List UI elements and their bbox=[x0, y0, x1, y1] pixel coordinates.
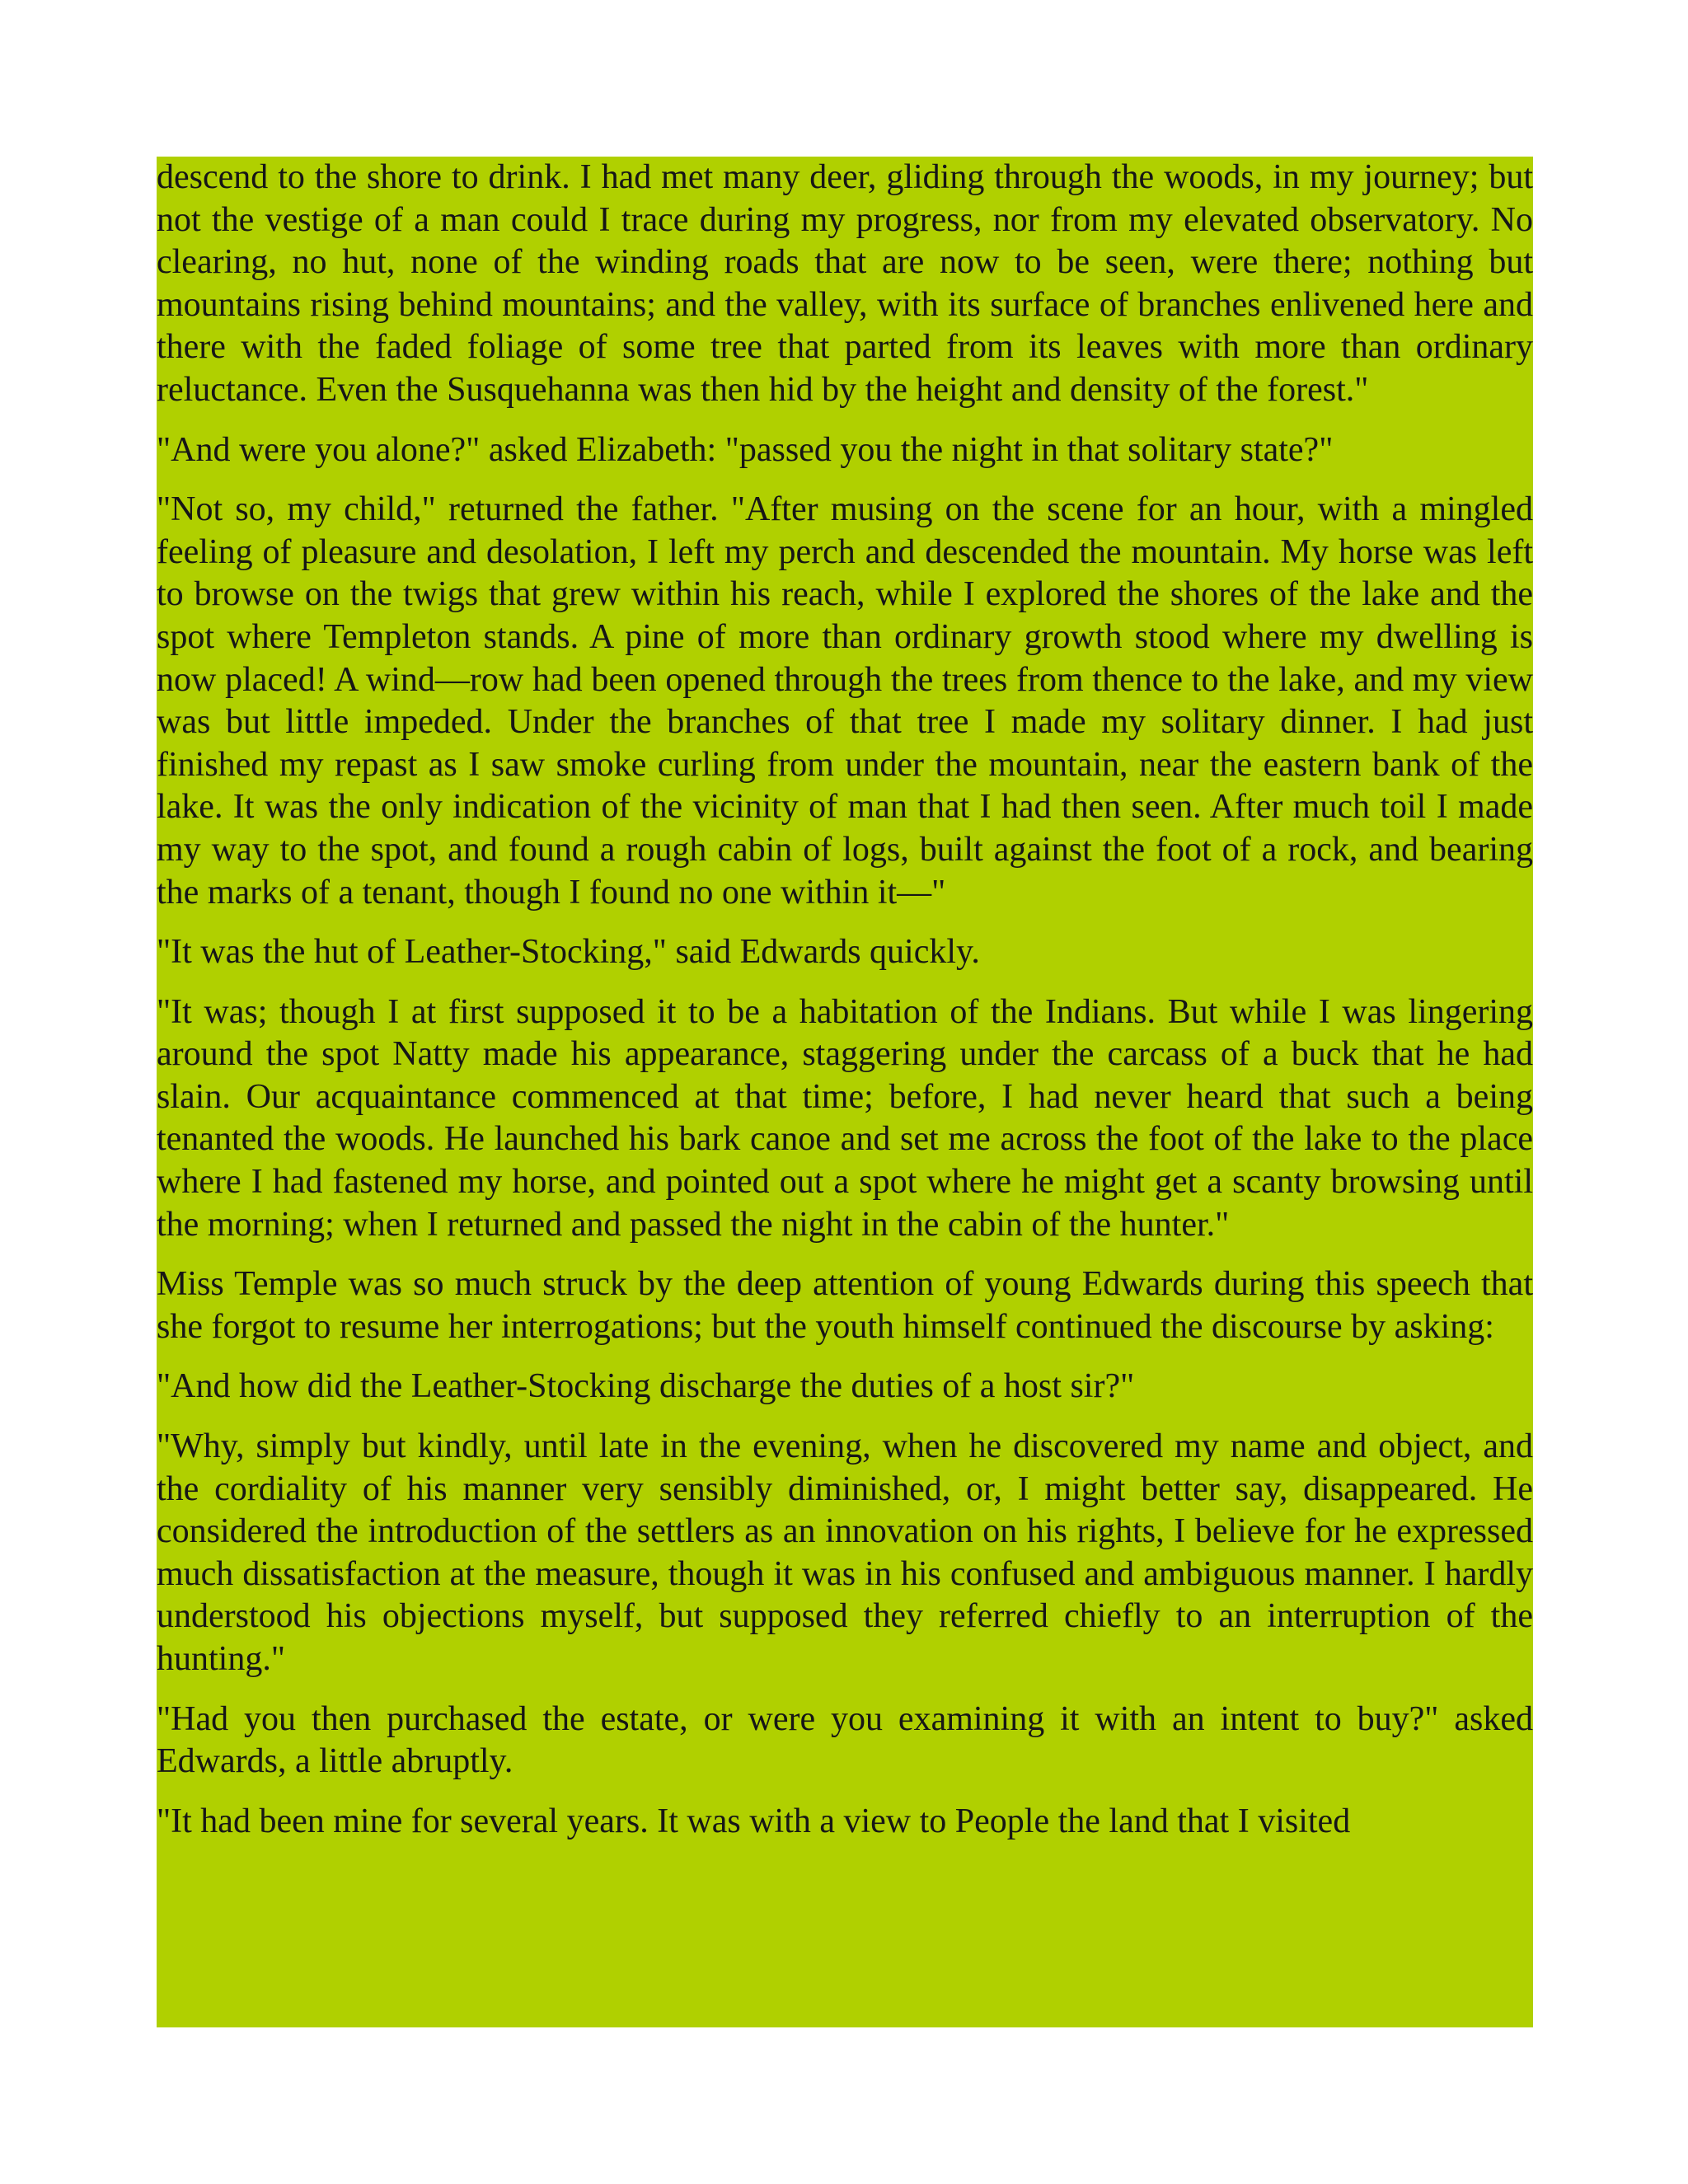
paragraph-4: "It was the hut of Leather-Stocking," said Edwards quickly. bbox=[157, 933, 980, 972]
paragraph-3: "Not so, my child," returned the father. "After musing on the scene for an hour, with a mingled feeling of pleasure and desolation, I left my perch and descended the mountain. My horse was left to browse on the twigs that grew within his reach, while I explored the shores of the lake and the spot where Templeton stands. A pine of more than ordinary growth stood where my dwelling is now placed! A wind—row had been opened through the trees from thence to the lake, and my view was but little impeded. Under the branches of that tree I made my solitary dinner. I had just finished my repast as I saw smoke curling from under the mountain, near the eastern bank of the lake. It was the only indication of the vicinity of man that I had then seen. After much toil I made my way to the spot, and found a rough cabin of logs, built against the foot of a rock, and bearing the marks of a tenant, though I found no one within it—" bbox=[157, 490, 1533, 912]
paragraph-10: "It had been mine for several years. It was with a view to People the land that I visited bbox=[157, 1802, 1351, 1840]
paragraph-2: "And were you alone?" asked Elizabeth: "passed you the night in that solitary state?" bbox=[157, 430, 1334, 469]
paragraph-5: "It was; though I at first supposed it to be a habitation of the Indians. But while I was lingering around the spot Natty made his appearance, staggering under the carcass of a buck that he had slain. Our acquaintance commenced at that time; before, I had never heard that such a being tenanted the woods. He launched his bark canoe and set me across the foot of the lake to the place where I had fastened my horse, and pointed out a spot where he might get a scanty browsing until the morning; when I returned and passed the night in the cabin of the hunter." bbox=[157, 992, 1533, 1244]
paragraph-1: descend to the shore to drink. I had met many deer, gliding through the woods, in my journey; but not the vestige of a man could I trace during my progress, nor from my elevated observatory. No clearing, no hut, none of the winding roads that are now to be seen, were there; nothing but mountains rising behind mountains; and the valley, with its surface of branches enlivened here and there with the faded foliage of some tree that parted from its leaves with more than ordinary reluctance. Even the Susquehanna was then hid by the height and density of the forest." bbox=[157, 158, 1533, 409]
highlighted-text-block bbox=[157, 157, 1533, 2027]
paragraph-6: Miss Temple was so much struck by the deep attention of young Edwards during this speech that she forgot to resume her interrogations; but the youth himself continued the discourse by asking: bbox=[157, 1265, 1533, 1346]
paragraph-8: "Why, simply but kindly, until late in the evening, when he discovered my name and object, and the cordiality of his manner very sensibly diminished, or, I might better say, disappeared. He considered the introduction of the settlers as an innovation on his rights, I believe for he expressed much dissatisfaction at the measure, though it was in his confused and ambiguous manner. I hardly understood his objections myself, but supposed they referred chiefly to an interruption of the hunting." bbox=[157, 1427, 1533, 1678]
paragraph-9: "Had you then purchased the estate, or were you examining it with an intent to buy?" asked Edwards, a little abruptly. bbox=[157, 1699, 1533, 1781]
paragraph-7: "And how did the Leather-Stocking discharge the duties of a host sir?" bbox=[157, 1367, 1135, 1406]
